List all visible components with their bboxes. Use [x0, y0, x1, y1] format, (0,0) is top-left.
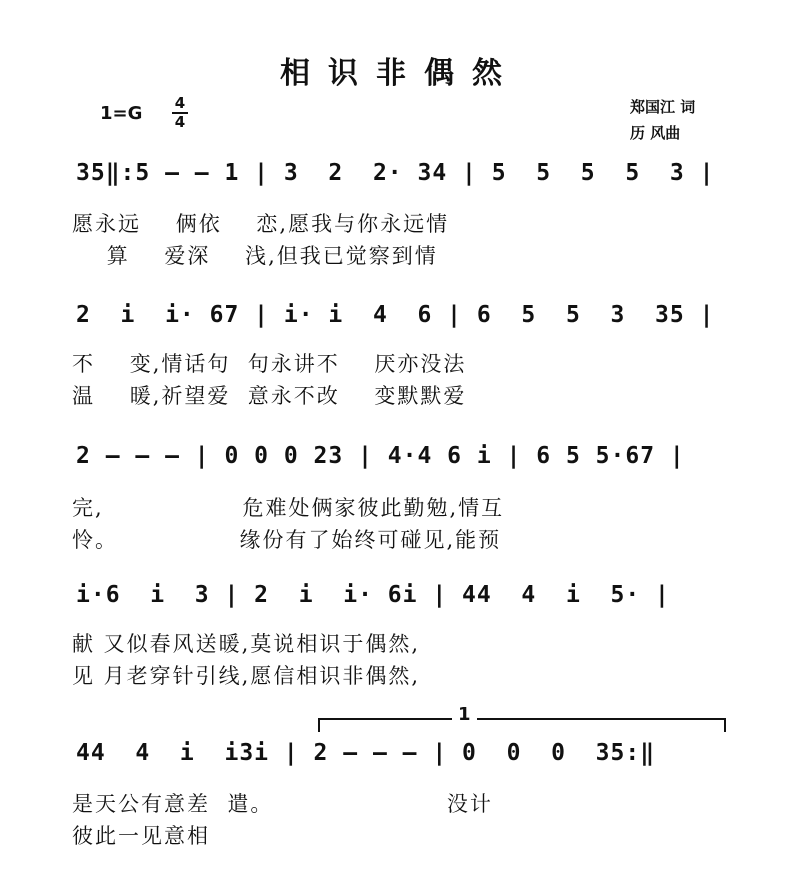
notation-line-2: 2 i i· 67 | i· i 4 6 | 6 5 5 3 35 |	[76, 302, 715, 328]
lyric-line-2-verse-1: 不 变,情话句 句永讲不 厌亦没法	[72, 352, 467, 376]
composer-credit: 历 风曲	[630, 124, 681, 142]
lyric-line-1-verse-1: 愿永远 俩依 恋,愿我与你永远情	[72, 212, 450, 236]
lyric-line-4-verse-1: 献 又似春风送暖,莫说相识于偶然,	[72, 632, 421, 656]
volta-bracket-left-hook	[318, 718, 320, 732]
notation-line-3: 2 — — — | 0 0 0 23 | 4·4 6 i | 6 5 5·67 |	[76, 443, 685, 469]
lyric-line-5-verse-2: 彼此一见意相	[72, 824, 210, 848]
song-title: 相识非偶然	[280, 56, 520, 91]
lyric-line-3-verse-1: 完, 危难处俩家彼此勤勉,情互	[72, 496, 505, 520]
notation-line-4: i·6 i 3 | 2 i i· 6i | 44 4 i 5· |	[76, 582, 670, 608]
volta-number: 1	[452, 704, 477, 725]
time-signature-bottom: 4	[174, 113, 186, 131]
notation-line-1: 35‖:5 — — 1 | 3 2 2· 34 | 5 5 5 5 3 |	[76, 160, 715, 186]
volta-bracket	[318, 718, 726, 720]
lyricist-credit: 郑国江 词	[630, 98, 696, 116]
lyric-line-4-verse-2: 见 月老穿针引线,愿信相识非偶然,	[72, 664, 421, 688]
notation-line-5: 44 4 i i3i | 2 — — — | 0 0 0 35:‖	[76, 740, 656, 766]
lyric-line-3-verse-2: 怜。 缘份有了始终可碰见,能预	[72, 528, 502, 552]
volta-bracket-right-hook	[724, 718, 726, 732]
lyric-line-2-verse-2: 温 暖,祈望爱 意永不改 变默默爱	[72, 384, 467, 408]
time-signature	[172, 96, 188, 130]
time-signature-top: 4	[174, 94, 186, 112]
lyric-line-5-verse-1: 是天公有意差 遣。 没计	[72, 792, 493, 816]
key-signature: 1=G	[100, 103, 143, 124]
lyric-line-1-verse-2: 算 爱深 浅,但我已觉察到情	[72, 244, 438, 268]
